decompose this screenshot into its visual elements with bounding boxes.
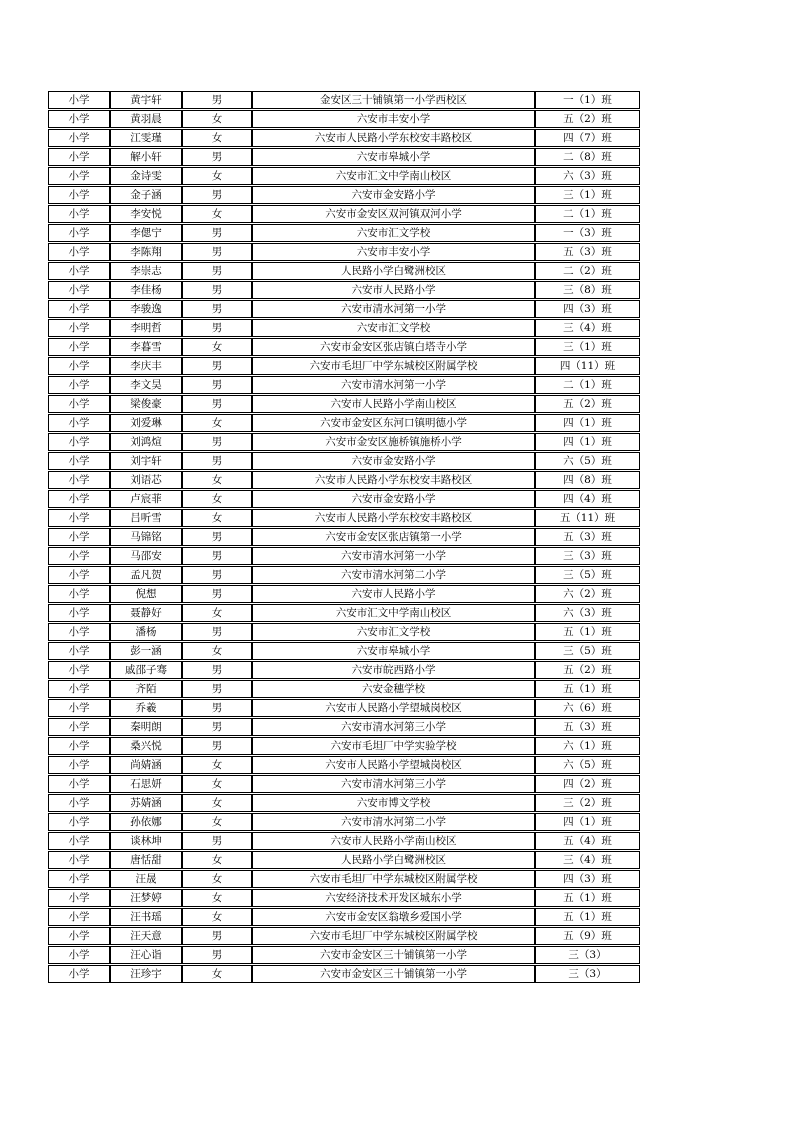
cell-name: 刘宇轩 <box>110 452 182 470</box>
cell-level: 小学 <box>48 357 110 375</box>
cell-level: 小学 <box>48 927 110 945</box>
cell-level: 小学 <box>48 642 110 660</box>
student-roster-body <box>48 91 640 983</box>
cell-class: 五（1）班 <box>535 680 640 698</box>
cell-name: 乔羲 <box>110 699 182 717</box>
cell-class: 五（11）班 <box>535 509 640 527</box>
cell-gender: 男 <box>182 262 252 280</box>
cell-gender: 女 <box>182 851 252 869</box>
cell-school: 六安市金安区三十铺镇第一小学 <box>252 946 535 964</box>
cell-gender: 男 <box>182 357 252 375</box>
table-row <box>48 205 640 223</box>
cell-school: 六安市毛坦厂中学东城校区附属学校 <box>252 357 535 375</box>
table-row <box>48 813 640 831</box>
cell-level: 小学 <box>48 281 110 299</box>
table-row <box>48 243 640 261</box>
cell-gender: 男 <box>182 376 252 394</box>
cell-class: 五（9）班 <box>535 927 640 945</box>
cell-school: 六安金穗学校 <box>252 680 535 698</box>
table-row <box>48 642 640 660</box>
cell-school: 六安市皖西路小学 <box>252 661 535 679</box>
cell-class: 五（1）班 <box>535 889 640 907</box>
cell-school: 六安市清水河第三小学 <box>252 718 535 736</box>
cell-level: 小学 <box>48 262 110 280</box>
cell-name: 马邵安 <box>110 547 182 565</box>
cell-class: 四（1）班 <box>535 414 640 432</box>
cell-name: 汪梦婷 <box>110 889 182 907</box>
table-row <box>48 756 640 774</box>
cell-level: 小学 <box>48 680 110 698</box>
cell-class: 五（3）班 <box>535 718 640 736</box>
cell-class: 四（2）班 <box>535 775 640 793</box>
cell-gender: 女 <box>182 889 252 907</box>
cell-name: 马锦铭 <box>110 528 182 546</box>
table-row <box>48 281 640 299</box>
cell-school: 六安市人民路小学东校安丰路校区 <box>252 509 535 527</box>
cell-gender: 男 <box>182 186 252 204</box>
cell-gender: 女 <box>182 965 252 983</box>
cell-name: 李明哲 <box>110 319 182 337</box>
table-row <box>48 870 640 888</box>
table-row <box>48 262 640 280</box>
cell-level: 小学 <box>48 319 110 337</box>
cell-class: 五（1）班 <box>535 623 640 641</box>
cell-school: 六安经济技术开发区城东小学 <box>252 889 535 907</box>
table-row <box>48 509 640 527</box>
cell-class: 六（3）班 <box>535 604 640 622</box>
cell-school: 六安市金安区施桥镇施桥小学 <box>252 433 535 451</box>
cell-name: 聂静好 <box>110 604 182 622</box>
cell-name: 卢宸菲 <box>110 490 182 508</box>
cell-level: 小学 <box>48 813 110 831</box>
cell-name: 刘鸿煊 <box>110 433 182 451</box>
table-row <box>48 376 640 394</box>
cell-school: 六安市金安区张店镇白塔寺小学 <box>252 338 535 356</box>
cell-level: 小学 <box>48 186 110 204</box>
cell-gender: 男 <box>182 566 252 584</box>
cell-gender: 男 <box>182 547 252 565</box>
cell-class: 二（1）班 <box>535 376 640 394</box>
cell-level: 小学 <box>48 376 110 394</box>
table-row <box>48 300 640 318</box>
cell-name: 刘语芯 <box>110 471 182 489</box>
cell-school: 六安市人民路小学望城岗校区 <box>252 756 535 774</box>
cell-class: 三（3） <box>535 965 640 983</box>
table-row <box>48 566 640 584</box>
cell-name: 尚婧涵 <box>110 756 182 774</box>
cell-level: 小学 <box>48 946 110 964</box>
cell-class: 六（6）班 <box>535 699 640 717</box>
cell-gender: 男 <box>182 224 252 242</box>
cell-level: 小学 <box>48 794 110 812</box>
table-row <box>48 129 640 147</box>
cell-level: 小学 <box>48 528 110 546</box>
cell-class: 三（2）班 <box>535 794 640 812</box>
cell-level: 小学 <box>48 110 110 128</box>
cell-name: 李暮雪 <box>110 338 182 356</box>
cell-class: 五（2）班 <box>535 395 640 413</box>
cell-school: 六安市丰安小学 <box>252 243 535 261</box>
cell-level: 小学 <box>48 604 110 622</box>
cell-name: 桑兴悦 <box>110 737 182 755</box>
cell-school: 六安市人民路小学 <box>252 281 535 299</box>
cell-level: 小学 <box>48 737 110 755</box>
table-row <box>48 889 640 907</box>
cell-school: 六安市丰安小学 <box>252 110 535 128</box>
cell-class: 三（3）班 <box>535 547 640 565</box>
cell-class: 四（8）班 <box>535 471 640 489</box>
cell-name: 解小轩 <box>110 148 182 166</box>
cell-class: 六（5）班 <box>535 452 640 470</box>
table-row <box>48 110 640 128</box>
cell-level: 小学 <box>48 965 110 983</box>
cell-school: 六安市皋城小学 <box>252 148 535 166</box>
cell-level: 小学 <box>48 756 110 774</box>
table-row <box>48 414 640 432</box>
cell-name: 李文昊 <box>110 376 182 394</box>
table-row <box>48 547 640 565</box>
cell-school: 六安市清水河第三小学 <box>252 775 535 793</box>
table-row <box>48 91 640 109</box>
cell-gender: 女 <box>182 756 252 774</box>
table-row <box>48 338 640 356</box>
cell-level: 小学 <box>48 585 110 603</box>
cell-name: 唐恬甜 <box>110 851 182 869</box>
cell-gender: 男 <box>182 946 252 964</box>
cell-gender: 男 <box>182 243 252 261</box>
cell-school: 六安市人民路小学南山校区 <box>252 832 535 850</box>
cell-gender: 女 <box>182 338 252 356</box>
cell-class: 四（3）班 <box>535 300 640 318</box>
table-row <box>48 585 640 603</box>
cell-level: 小学 <box>48 433 110 451</box>
cell-class: 四（4）班 <box>535 490 640 508</box>
cell-level: 小学 <box>48 300 110 318</box>
cell-class: 五（3）班 <box>535 528 640 546</box>
cell-name: 苏婧涵 <box>110 794 182 812</box>
cell-gender: 男 <box>182 319 252 337</box>
cell-level: 小学 <box>48 699 110 717</box>
cell-name: 江雯瑾 <box>110 129 182 147</box>
cell-name: 李崇志 <box>110 262 182 280</box>
cell-class: 三（5）班 <box>535 566 640 584</box>
cell-name: 金诗雯 <box>110 167 182 185</box>
table-row <box>48 965 640 983</box>
cell-gender: 男 <box>182 737 252 755</box>
cell-class: 五（2）班 <box>535 661 640 679</box>
cell-school: 六安市清水河第二小学 <box>252 566 535 584</box>
cell-school: 六安市清水河第二小学 <box>252 813 535 831</box>
cell-school: 六安市毛坦厂中学东城校区附属学校 <box>252 927 535 945</box>
cell-class: 四（7）班 <box>535 129 640 147</box>
cell-school: 六安市清水河第一小学 <box>252 300 535 318</box>
cell-gender: 女 <box>182 870 252 888</box>
cell-gender: 男 <box>182 927 252 945</box>
cell-name: 李佳杨 <box>110 281 182 299</box>
cell-level: 小学 <box>48 338 110 356</box>
cell-class: 六（2）班 <box>535 585 640 603</box>
table-row <box>48 528 640 546</box>
table-row <box>48 433 640 451</box>
cell-gender: 女 <box>182 167 252 185</box>
cell-level: 小学 <box>48 167 110 185</box>
table-row <box>48 832 640 850</box>
cell-gender: 男 <box>182 433 252 451</box>
cell-name: 潘杨 <box>110 623 182 641</box>
cell-class: 三（4）班 <box>535 319 640 337</box>
table-row <box>48 319 640 337</box>
cell-level: 小学 <box>48 870 110 888</box>
table-row <box>48 490 640 508</box>
cell-level: 小学 <box>48 566 110 584</box>
cell-name: 戚邵子骞 <box>110 661 182 679</box>
cell-gender: 男 <box>182 585 252 603</box>
cell-name: 黄羽晨 <box>110 110 182 128</box>
cell-name: 汪珍宇 <box>110 965 182 983</box>
cell-school: 六安市金安区张店镇第一小学 <box>252 528 535 546</box>
cell-class: 一（3）班 <box>535 224 640 242</box>
cell-school: 六安市毛坦厂中学实验学校 <box>252 737 535 755</box>
cell-school: 六安市人民路小学东校安丰路校区 <box>252 471 535 489</box>
cell-class: 三（5）班 <box>535 642 640 660</box>
cell-school: 六安市人民路小学望城岗校区 <box>252 699 535 717</box>
cell-gender: 男 <box>182 623 252 641</box>
cell-name: 秦明朗 <box>110 718 182 736</box>
cell-gender: 女 <box>182 490 252 508</box>
cell-school: 六安市金安区三十铺镇第一小学 <box>252 965 535 983</box>
cell-name: 吕听雪 <box>110 509 182 527</box>
cell-class: 三（3） <box>535 946 640 964</box>
cell-level: 小学 <box>48 661 110 679</box>
cell-name: 梁俊豪 <box>110 395 182 413</box>
table-row <box>48 851 640 869</box>
cell-level: 小学 <box>48 490 110 508</box>
cell-class: 四（11）班 <box>535 357 640 375</box>
cell-gender: 女 <box>182 775 252 793</box>
cell-class: 二（8）班 <box>535 148 640 166</box>
cell-class: 五（4）班 <box>535 832 640 850</box>
table-row <box>48 775 640 793</box>
table-row <box>48 623 640 641</box>
table-row <box>48 908 640 926</box>
cell-name: 汪晟 <box>110 870 182 888</box>
cell-gender: 男 <box>182 91 252 109</box>
cell-gender: 女 <box>182 794 252 812</box>
cell-name: 黄宇轩 <box>110 91 182 109</box>
cell-name: 谈林坤 <box>110 832 182 850</box>
cell-gender: 女 <box>182 471 252 489</box>
cell-class: 三（4）班 <box>535 851 640 869</box>
table-row <box>48 395 640 413</box>
table-row <box>48 699 640 717</box>
cell-gender: 男 <box>182 528 252 546</box>
cell-gender: 女 <box>182 414 252 432</box>
cell-level: 小学 <box>48 471 110 489</box>
cell-gender: 女 <box>182 908 252 926</box>
cell-school: 六安市汇文学校 <box>252 623 535 641</box>
cell-class: 三（1）班 <box>535 338 640 356</box>
cell-name: 石思妍 <box>110 775 182 793</box>
cell-class: 二（2）班 <box>535 262 640 280</box>
cell-gender: 女 <box>182 604 252 622</box>
cell-school: 六安市汇文中学南山校区 <box>252 167 535 185</box>
cell-school: 六安市汇文学校 <box>252 319 535 337</box>
cell-school: 六安市金安路小学 <box>252 490 535 508</box>
table-row <box>48 452 640 470</box>
cell-school: 人民路小学白鹭洲校区 <box>252 262 535 280</box>
cell-level: 小学 <box>48 243 110 261</box>
cell-level: 小学 <box>48 832 110 850</box>
cell-school: 六安市金安区东河口镇明德小学 <box>252 414 535 432</box>
cell-name: 李偲宁 <box>110 224 182 242</box>
cell-school: 六安市汇文中学南山校区 <box>252 604 535 622</box>
cell-school: 六安市博文学校 <box>252 794 535 812</box>
cell-gender: 女 <box>182 129 252 147</box>
cell-gender: 男 <box>182 832 252 850</box>
cell-name: 彭一涵 <box>110 642 182 660</box>
cell-class: 五（2）班 <box>535 110 640 128</box>
cell-name: 汪天意 <box>110 927 182 945</box>
cell-gender: 男 <box>182 718 252 736</box>
cell-level: 小学 <box>48 414 110 432</box>
table-row <box>48 794 640 812</box>
cell-gender: 女 <box>182 205 252 223</box>
cell-level: 小学 <box>48 452 110 470</box>
table-row <box>48 471 640 489</box>
cell-name: 汪书瑶 <box>110 908 182 926</box>
cell-class: 一（1）班 <box>535 91 640 109</box>
cell-level: 小学 <box>48 547 110 565</box>
cell-school: 六安市清水河第一小学 <box>252 376 535 394</box>
table-row <box>48 224 640 242</box>
cell-gender: 女 <box>182 509 252 527</box>
cell-name: 齐陌 <box>110 680 182 698</box>
cell-class: 六（5）班 <box>535 756 640 774</box>
table-row <box>48 680 640 698</box>
cell-school: 六安市清水河第一小学 <box>252 547 535 565</box>
cell-school: 金安区三十铺镇第一小学西校区 <box>252 91 535 109</box>
cell-name: 李庆丰 <box>110 357 182 375</box>
cell-gender: 男 <box>182 281 252 299</box>
cell-gender: 女 <box>182 642 252 660</box>
cell-class: 五（3）班 <box>535 243 640 261</box>
cell-gender: 男 <box>182 452 252 470</box>
cell-name: 李骏逸 <box>110 300 182 318</box>
cell-class: 三（8）班 <box>535 281 640 299</box>
student-roster-table <box>48 90 640 984</box>
cell-class: 六（1）班 <box>535 737 640 755</box>
cell-name: 李陈翔 <box>110 243 182 261</box>
cell-gender: 女 <box>182 110 252 128</box>
table-row <box>48 167 640 185</box>
cell-class: 六（3）班 <box>535 167 640 185</box>
cell-gender: 男 <box>182 661 252 679</box>
cell-level: 小学 <box>48 509 110 527</box>
cell-school: 六安市汇文学校 <box>252 224 535 242</box>
cell-name: 孙依娜 <box>110 813 182 831</box>
cell-school: 六安市金安路小学 <box>252 186 535 204</box>
cell-level: 小学 <box>48 718 110 736</box>
table-row <box>48 186 640 204</box>
cell-gender: 男 <box>182 148 252 166</box>
cell-level: 小学 <box>48 129 110 147</box>
cell-level: 小学 <box>48 623 110 641</box>
cell-school: 六安市毛坦厂中学东城校区附属学校 <box>252 870 535 888</box>
table-row <box>48 927 640 945</box>
cell-school: 六安市金安区双河镇双河小学 <box>252 205 535 223</box>
cell-school: 六安市皋城小学 <box>252 642 535 660</box>
cell-school: 六安市金安路小学 <box>252 452 535 470</box>
cell-level: 小学 <box>48 851 110 869</box>
cell-level: 小学 <box>48 889 110 907</box>
cell-level: 小学 <box>48 91 110 109</box>
table-row <box>48 737 640 755</box>
cell-level: 小学 <box>48 148 110 166</box>
cell-level: 小学 <box>48 395 110 413</box>
cell-school: 六安市金安区翁墩乡爱国小学 <box>252 908 535 926</box>
table-row <box>48 718 640 736</box>
table-row <box>48 357 640 375</box>
cell-class: 二（1）班 <box>535 205 640 223</box>
cell-name: 金子涵 <box>110 186 182 204</box>
cell-class: 五（1）班 <box>535 908 640 926</box>
cell-gender: 男 <box>182 300 252 318</box>
table-row <box>48 661 640 679</box>
cell-school: 六安市人民路小学 <box>252 585 535 603</box>
cell-school: 六安市人民路小学南山校区 <box>252 395 535 413</box>
cell-name: 倪想 <box>110 585 182 603</box>
cell-level: 小学 <box>48 775 110 793</box>
cell-gender: 男 <box>182 395 252 413</box>
cell-level: 小学 <box>48 224 110 242</box>
cell-name: 孟凡贺 <box>110 566 182 584</box>
cell-name: 汪心诣 <box>110 946 182 964</box>
cell-school: 六安市人民路小学东校安丰路校区 <box>252 129 535 147</box>
cell-class: 四（1）班 <box>535 813 640 831</box>
table-row <box>48 604 640 622</box>
cell-class: 三（1）班 <box>535 186 640 204</box>
cell-gender: 男 <box>182 699 252 717</box>
cell-level: 小学 <box>48 908 110 926</box>
cell-name: 李安悦 <box>110 205 182 223</box>
table-row <box>48 148 640 166</box>
cell-class: 四（3）班 <box>535 870 640 888</box>
cell-gender: 女 <box>182 813 252 831</box>
cell-name: 刘爱琳 <box>110 414 182 432</box>
cell-class: 四（1）班 <box>535 433 640 451</box>
table-row <box>48 946 640 964</box>
cell-gender: 男 <box>182 680 252 698</box>
cell-school: 人民路小学白鹭洲校区 <box>252 851 535 869</box>
cell-level: 小学 <box>48 205 110 223</box>
